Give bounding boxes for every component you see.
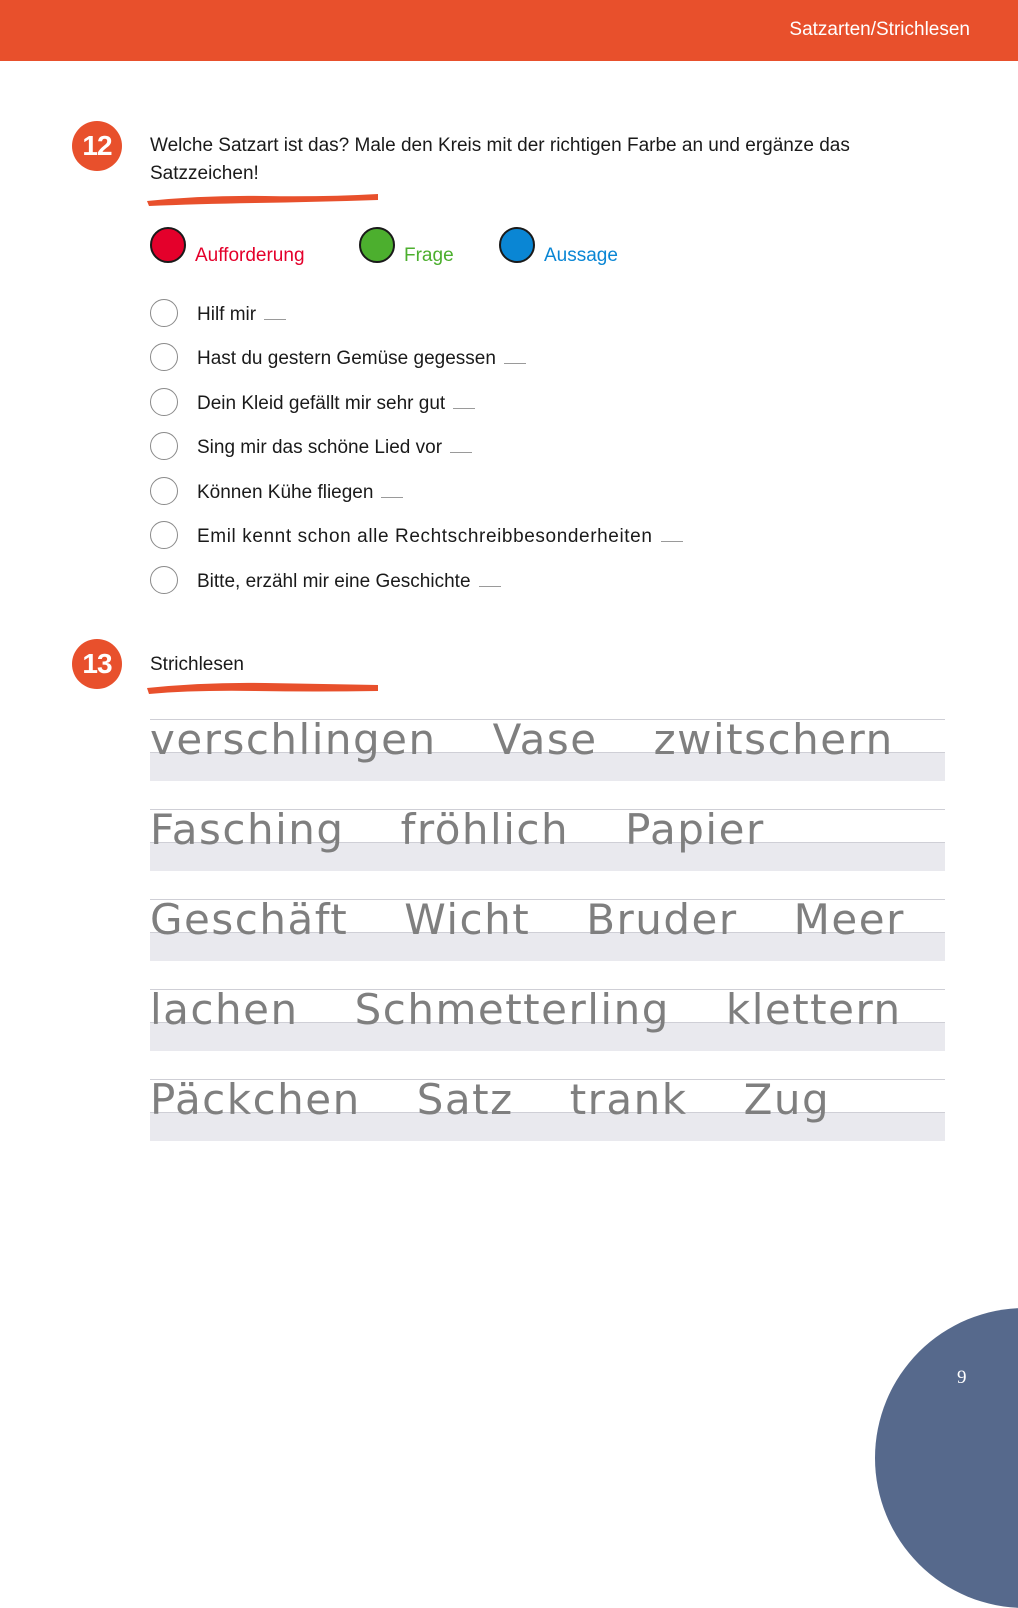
task-13-title: Strichlesen (150, 654, 244, 675)
green-dot-icon (359, 227, 395, 263)
page-number: 9 (957, 1367, 967, 1388)
answer-circle[interactable] (150, 566, 178, 594)
word-line (150, 805, 821, 855)
punctuation-blank[interactable] (661, 535, 683, 542)
blue-dot-icon (499, 227, 535, 263)
word: klettern (725, 985, 902, 1034)
task-number-13: 13 (72, 639, 122, 689)
word: Meer (793, 895, 905, 944)
word: Zug (743, 1075, 831, 1124)
writing-line (150, 895, 945, 961)
word: Vase (492, 715, 598, 764)
punctuation-blank[interactable] (264, 313, 286, 320)
legend-label-aussage: Aussage (544, 245, 618, 266)
word: Bruder (586, 895, 738, 944)
punctuation-blank[interactable] (450, 446, 472, 453)
word: Wicht (404, 895, 531, 944)
answer-circle[interactable] (150, 521, 178, 549)
answer-circle[interactable] (150, 432, 178, 460)
punctuation-blank[interactable] (504, 357, 526, 364)
punctuation-blank[interactable] (453, 402, 475, 409)
legend-label-aufforderung: Aufforderung (195, 245, 305, 266)
sentence-text: Sing mir das schöne Lied vor (197, 437, 443, 458)
word: Fasching (150, 805, 345, 854)
writing-line (150, 1075, 945, 1141)
punctuation-blank[interactable] (381, 491, 403, 498)
red-dot-icon (150, 227, 186, 263)
brush-underline-12 (145, 186, 381, 208)
legend-label-frage: Frage (404, 245, 454, 266)
answer-circle[interactable] (150, 299, 178, 327)
task-12-instruction: Welche Satzart ist das? Male den Kreis mit der richtigen Farbe an und ergänze das Satzzeichen! (150, 135, 850, 184)
sentence-text: Hilf mir (197, 304, 257, 325)
sentence-text: Bitte, erzähl mir eine Geschichte (197, 571, 471, 592)
word: Geschäft (150, 895, 349, 944)
word: Schmetterling (354, 985, 670, 1034)
sentence-text: Hast du gestern Gemüse gegessen (197, 348, 496, 369)
writing-line (150, 985, 945, 1051)
brush-underline-13 (145, 675, 381, 697)
answer-circle[interactable] (150, 388, 178, 416)
sentence-text: Dein Kleid gefällt mir sehr gut (197, 393, 446, 414)
word-line (150, 1075, 886, 1125)
word: trank (569, 1075, 688, 1124)
header-title: Satzarten/Strichlesen (789, 19, 970, 40)
word: Papier (625, 805, 765, 854)
answer-circle[interactable] (150, 343, 178, 371)
sentence-text: Emil kennt schon alle Rechtschreibbesonderheiten (197, 526, 653, 547)
task-number-12: 12 (72, 121, 122, 171)
sentence-text: Können Kühe fliegen (197, 482, 374, 503)
word-line (150, 895, 961, 945)
word: verschlingen (150, 715, 437, 764)
answer-circle[interactable] (150, 477, 178, 505)
page-corner-decoration (875, 1308, 1018, 1608)
word-line (150, 715, 950, 765)
writing-line (150, 805, 945, 871)
word-line (150, 985, 958, 1035)
word: zwitschern (653, 715, 894, 764)
header-bar (0, 0, 1018, 61)
word: fröhlich (400, 805, 570, 854)
word: Satz (416, 1075, 514, 1124)
word: Päckchen (150, 1075, 361, 1124)
writing-line (150, 715, 945, 781)
word: lachen (150, 985, 299, 1034)
punctuation-blank[interactable] (479, 580, 501, 587)
